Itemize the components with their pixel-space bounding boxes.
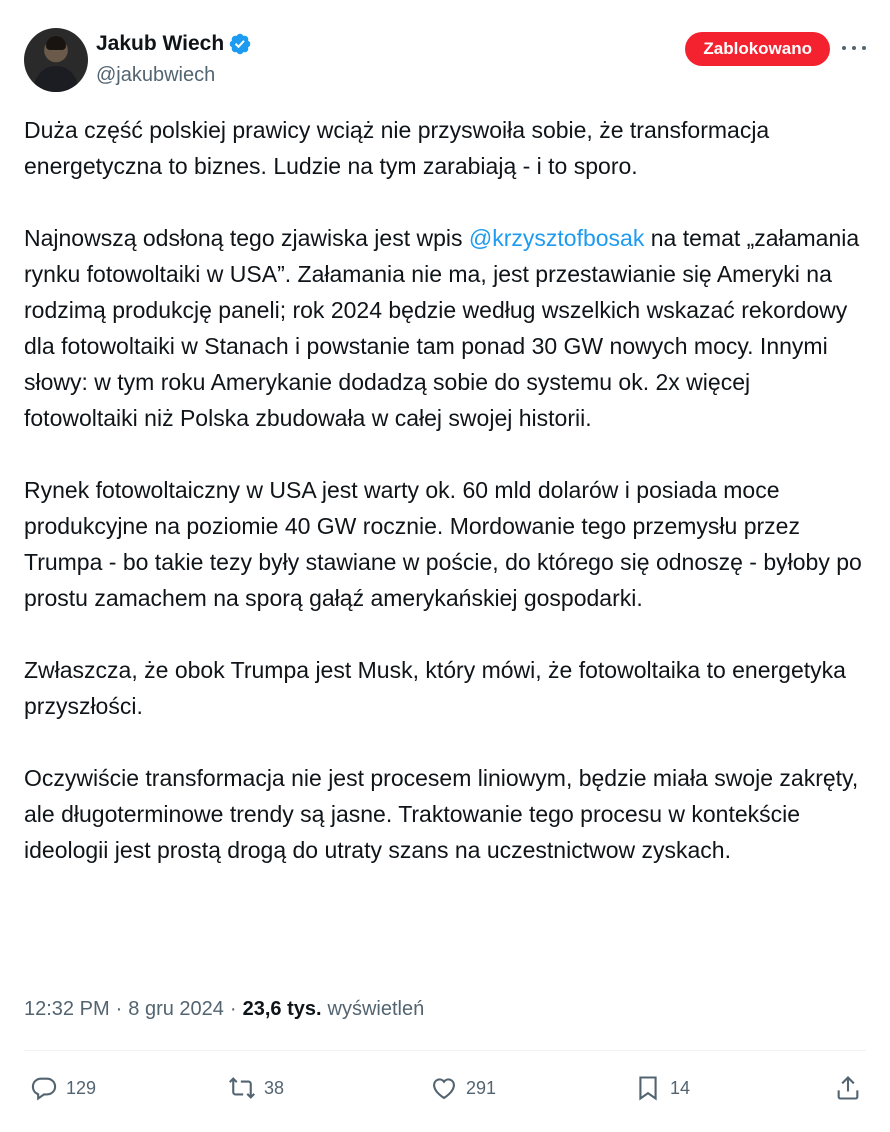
share-button[interactable] xyxy=(834,1070,862,1106)
bookmark-button[interactable] xyxy=(634,1070,690,1106)
retweet-count: 38 xyxy=(264,1077,285,1098)
avatar[interactable] xyxy=(24,28,88,92)
tweet-meta xyxy=(24,998,424,1021)
separator: · xyxy=(115,998,123,1020)
like-button[interactable] xyxy=(430,1070,496,1106)
separator: · xyxy=(229,998,237,1020)
share-icon xyxy=(834,1074,862,1102)
reply-count: 129 xyxy=(66,1077,97,1098)
action-bar xyxy=(30,1070,864,1106)
more-icon[interactable] xyxy=(842,38,866,58)
like-icon xyxy=(430,1074,458,1102)
tweet-text xyxy=(24,112,866,904)
tweet-paragraph: Rynek fotowoltaiczny w USA jest warty ok. 60 mld dolarów i posiada moce produkcyjne na poziomie 40 GW rocznie. Mordowanie tego przemysłu przez Trumpa - bo takie tezy były stawiane w poście, do którego się odnoszę - byłoby po prostu zamachem na sporą gałąź amerykańskiej gospodarki. xyxy=(24,477,862,611)
reply-button[interactable] xyxy=(30,1070,96,1106)
like-count: 291 xyxy=(466,1077,497,1098)
views-count: 23,6 tys. xyxy=(242,998,322,1020)
author-name-row xyxy=(96,32,252,56)
mention-link[interactable]: @krzysztofbosak xyxy=(468,225,645,251)
tweet-header xyxy=(24,28,866,92)
bookmark-icon xyxy=(634,1074,662,1102)
retweet-icon xyxy=(228,1074,256,1102)
divider xyxy=(24,1050,866,1051)
verified-icon xyxy=(228,32,252,56)
reply-icon xyxy=(30,1074,58,1102)
author-handle[interactable]: @jakubwiech xyxy=(96,64,216,86)
tweet-time[interactable]: 12:32 PM xyxy=(24,998,110,1020)
tweet-paragraph: Duża część polskiej prawicy wciąż nie przyswoiła sobie, że transformacja energetyczna to biznes. Ludzie na tym zarabiają - i to sporo. xyxy=(24,117,770,179)
retweet-button[interactable] xyxy=(228,1070,284,1106)
blocked-badge[interactable]: Zablokowano xyxy=(685,32,830,66)
tweet-paragraph: Najnowszą odsłoną tego zjawiska jest wpis @krzysztofbosak na temat „załamania rynku fotowoltaiki w USA”. Załamania nie ma, jest przestawianie się Ameryki na rodzimą produkcję paneli; rok 2024 będzie według wszelkich wskazać rekordowy dla fotowoltaiki w Stanach i powstanie tam ponad 30 GW nowych mocy. Innymi słowy: w tym roku Amerykanie dodadzą sobie do systemu ok. 2x więcej fotowoltaiki niż Polska zbudowała w całej swojej historii. xyxy=(24,225,860,431)
tweet-paragraph: Oczywiście transformacja nie jest procesem liniowym, będzie miała swoje zakręty, ale długoterminowe trendy są jasne. Traktowanie tego procesu w kontekście ideologii jest prostą drogą do utraty szans na uczestnictwow zyskach. xyxy=(24,765,859,863)
views-label: wyświetleń xyxy=(327,998,425,1020)
author-name[interactable]: Jakub Wiech xyxy=(96,32,225,55)
bookmark-count: 14 xyxy=(670,1077,691,1098)
tweet-date[interactable]: 8 gru 2024 xyxy=(128,998,224,1020)
tweet-paragraph: Zwłaszcza, że obok Trumpa jest Musk, który mówi, że fotowoltaika to energetyka przyszłości. xyxy=(24,657,846,719)
